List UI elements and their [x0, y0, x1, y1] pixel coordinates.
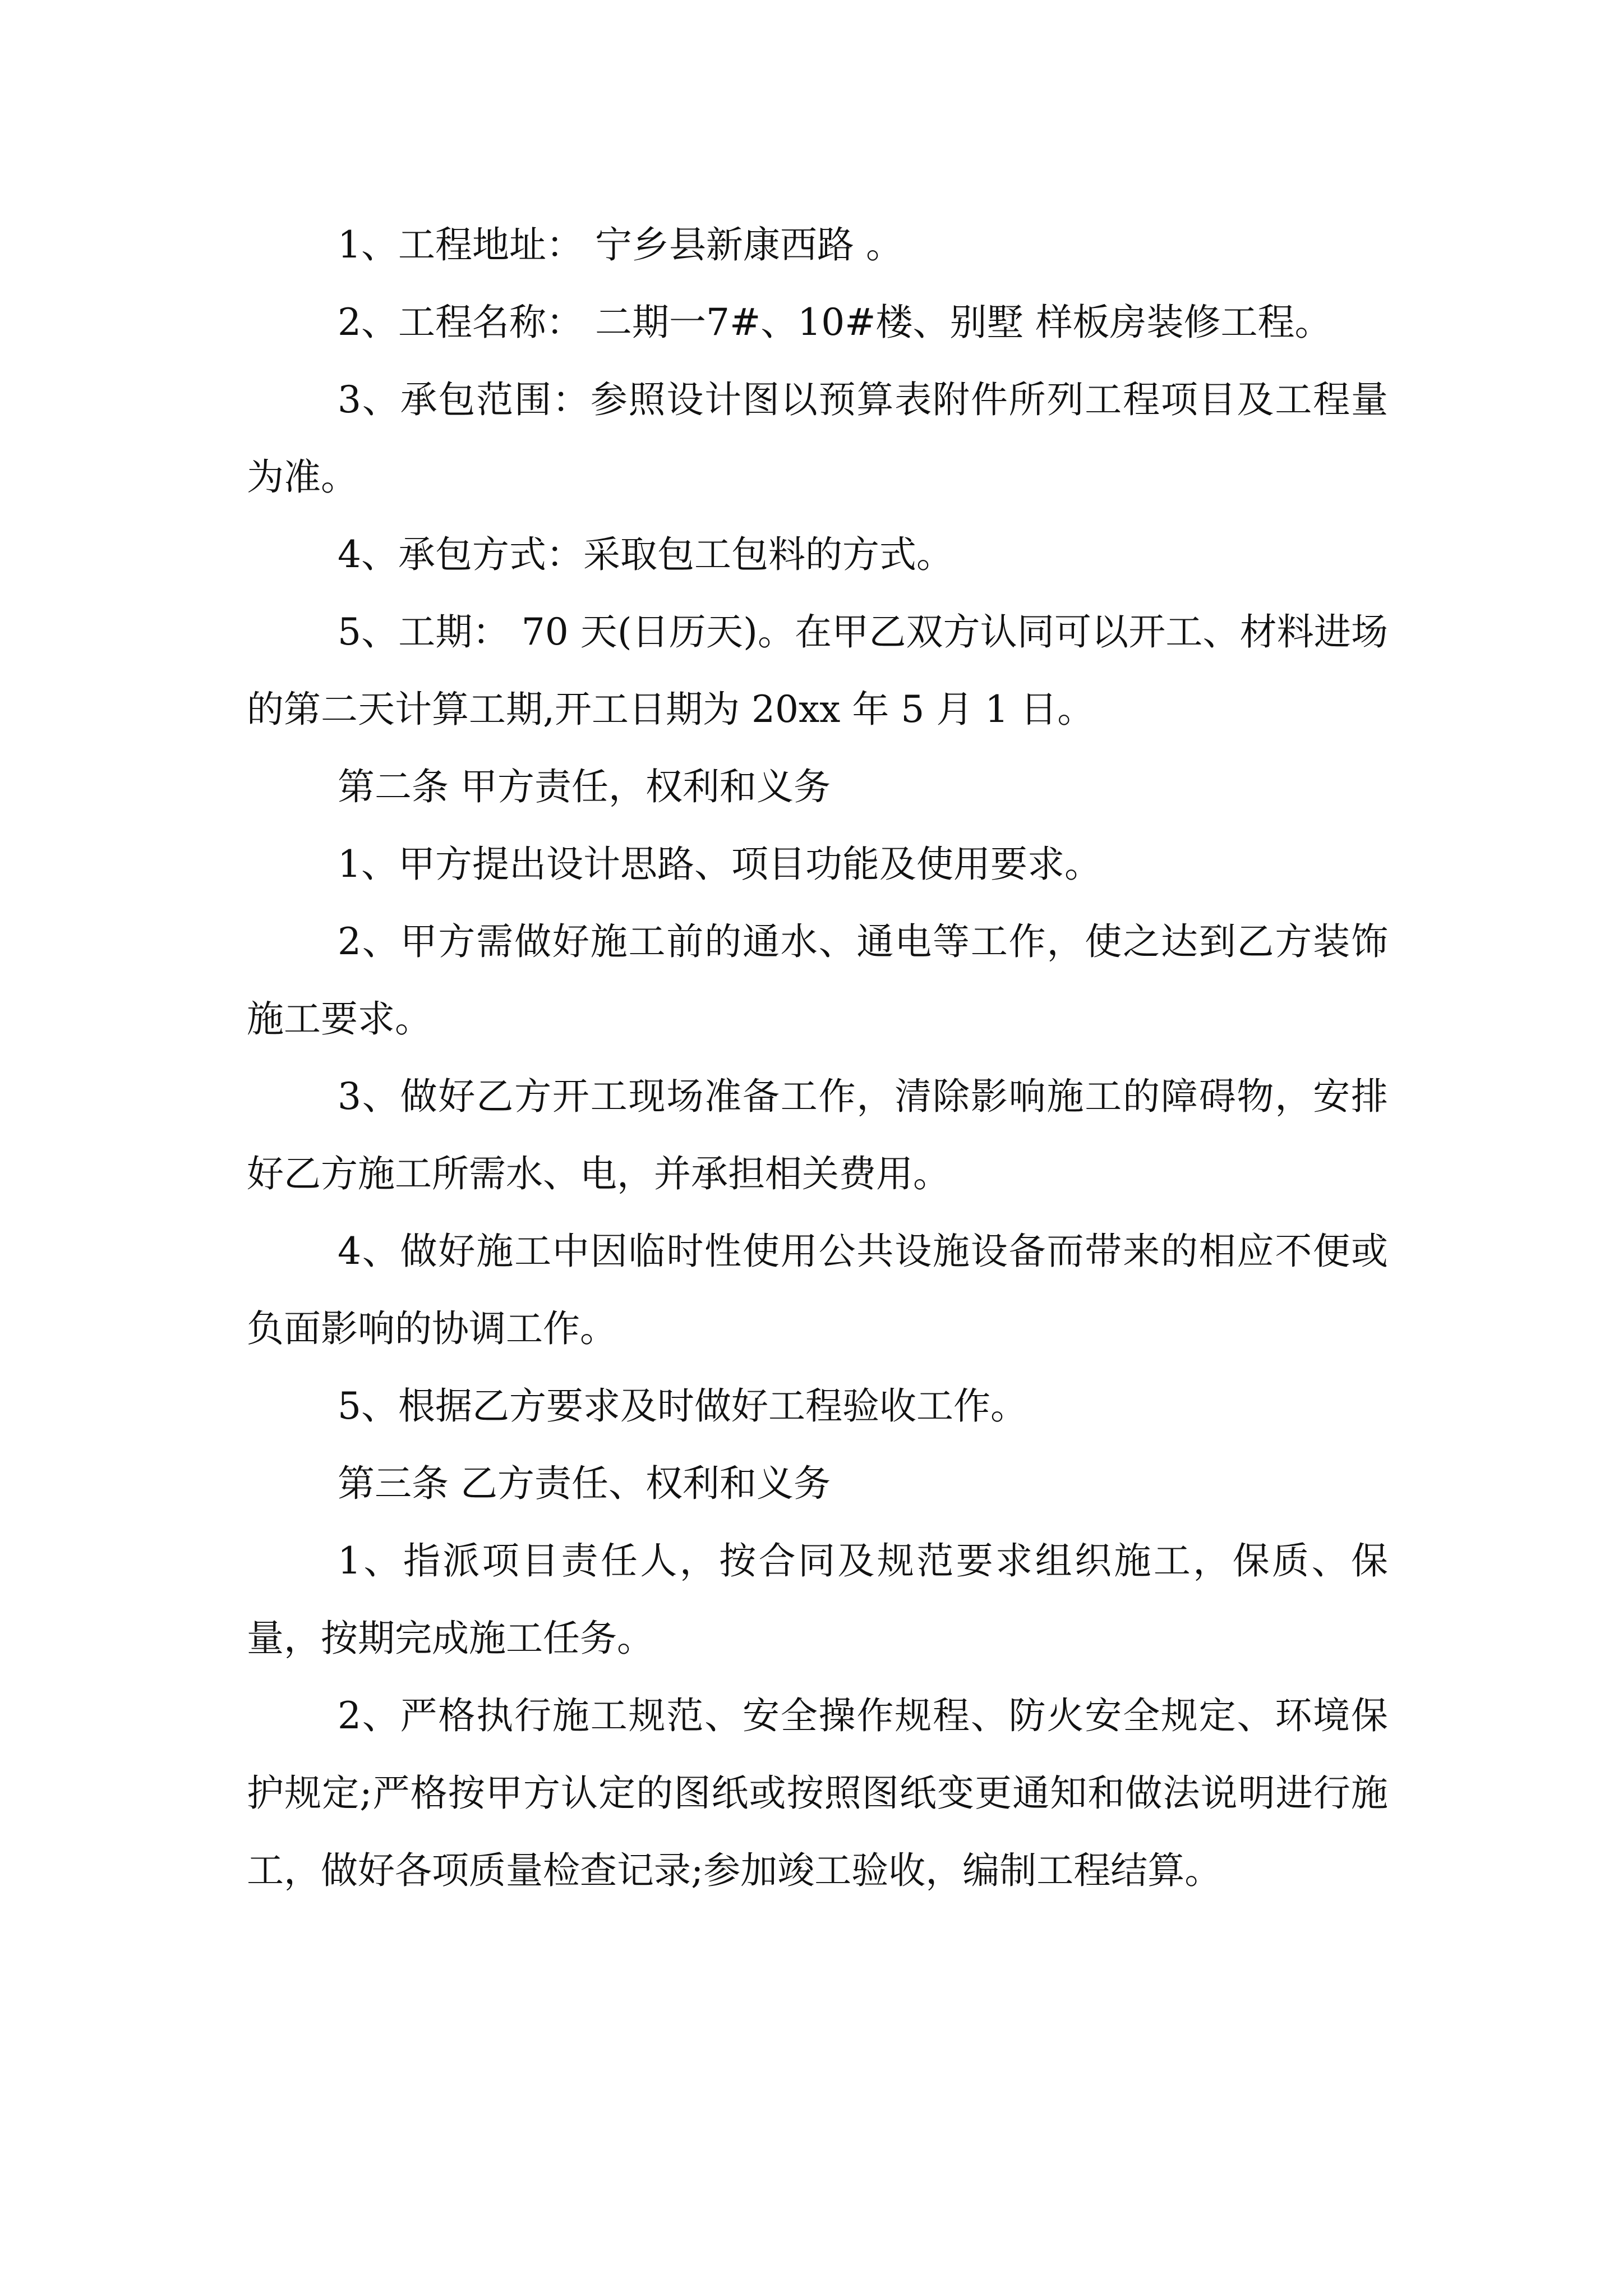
paragraph-party-a-item-1: 1、甲方提出设计思路、项目功能及使用要求。 [338, 843, 1101, 886]
paragraph-contract-method: 4、承包方式：采取包工包料的方式。 [338, 533, 953, 576]
paragraph-project-address: 1、工程地址： 宁乡县新康西路 。 [338, 223, 903, 266]
paragraph-party-b-item-1: 1、指派项目责任人，按合同及规范要求组织施工，保质、保量，按期完成施工任务。 [247, 1539, 1388, 1660]
paragraph-party-a-item-3: 3、做好乙方开工现场准备工作，清除影响施工的障碍物，安排好乙方施工所需水、电，并承担相关费用。 [247, 1075, 1388, 1195]
paragraph-project-name: 2、工程名称： 二期一7#、10#楼、别墅 样板房装修工程。 [338, 301, 1332, 344]
document-body [247, 206, 1388, 1910]
paragraph-party-b-item-2: 2、严格执行施工规范、安全操作规程、防火安全规定、环境保护规定;严格按甲方认定的图纸或按照图纸变更通知和做法说明进行施工，做好各项质量检查记录;参加竣工验收，编制工程结算。 [247, 1694, 1388, 1892]
section-heading-party-b: 第三条 乙方责任、权利和义务 [338, 1462, 831, 1505]
paragraph-construction-period: 5、工期： 70 天(日历天)。在甲乙双方认同可以开工、材料进场的第二天计算工期,开工日期为 20xx 年 5 月 1 日。 [247, 610, 1388, 731]
section-heading-party-a: 第二条 甲方责任，权利和义务 [338, 765, 831, 808]
paragraph-party-a-item-5: 5、根据乙方要求及时做好工程验收工作。 [338, 1384, 1027, 1428]
paragraph-party-a-item-2: 2、甲方需做好施工前的通水、通电等工作，使之达到乙方装饰施工要求。 [247, 920, 1388, 1041]
paragraph-contract-scope: 3、承包范围：参照设计图以预算表附件所列工程项目及工程量为准。 [247, 378, 1388, 499]
paragraph-party-a-item-4: 4、做好施工中因临时性使用公共设施设备而带来的相应不便或负面影响的协调工作。 [247, 1230, 1388, 1350]
